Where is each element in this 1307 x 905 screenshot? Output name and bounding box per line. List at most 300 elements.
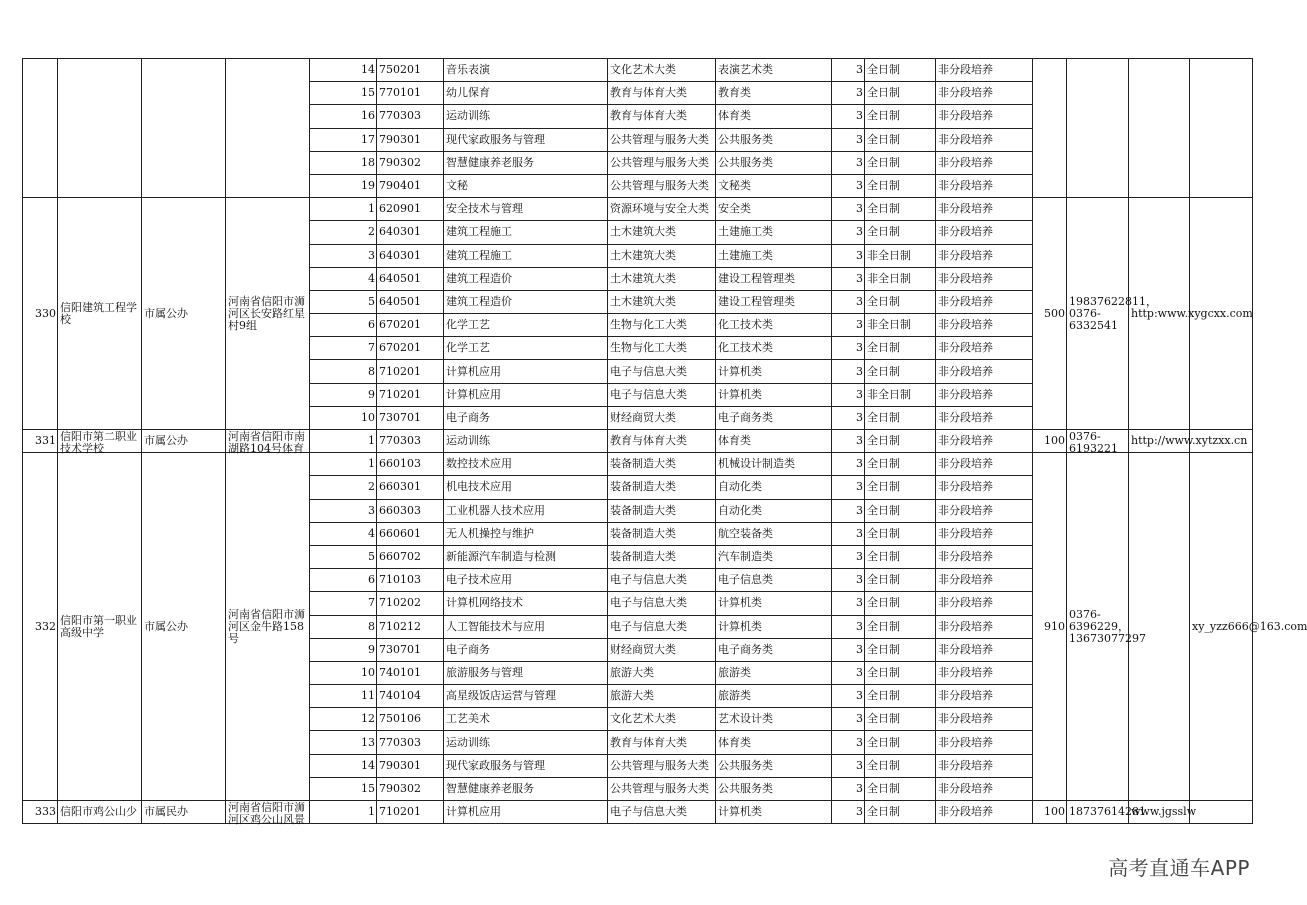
study-years: 3 xyxy=(832,383,865,406)
study-years: 3 xyxy=(832,731,865,754)
major-seq: 9 xyxy=(310,383,377,406)
major-name: 音乐表演 xyxy=(444,59,608,82)
major-category: 公共管理与服务大类 xyxy=(608,777,716,800)
major-subcategory: 体育类 xyxy=(716,430,832,453)
major-category: 文化艺术大类 xyxy=(608,708,716,731)
cell-text: http:www.xygcxx.com xyxy=(1131,306,1253,320)
cell-text: 0376-6193221 xyxy=(1069,430,1118,456)
cell-text: 河南省信阳市浉河区金牛路158号 xyxy=(228,607,305,645)
cell-text: 信阳市第一职业高级中学 xyxy=(60,613,137,639)
school-type xyxy=(142,430,226,453)
training-type: 非分段培养 xyxy=(936,314,1033,337)
enrollment-plan xyxy=(1033,59,1067,198)
major-name: 无人机操控与维护 xyxy=(444,522,608,545)
major-subcategory: 汽车制造类 xyxy=(716,545,832,568)
study-mode: 非全日制 xyxy=(865,267,936,290)
school-type xyxy=(142,801,226,824)
major-seq: 19 xyxy=(310,174,377,197)
major-name: 工艺美术 xyxy=(444,708,608,731)
study-years: 3 xyxy=(832,545,865,568)
major-subcategory: 机械设计制造类 xyxy=(716,453,832,476)
study-years: 3 xyxy=(832,708,865,731)
major-category: 公共管理与服务大类 xyxy=(608,151,716,174)
major-name: 高星级饭店运营与管理 xyxy=(444,685,608,708)
major-name: 运动训练 xyxy=(444,105,608,128)
major-code: 770101 xyxy=(377,82,444,105)
training-type: 非分段培养 xyxy=(936,360,1033,383)
major-code: 710201 xyxy=(377,360,444,383)
school-number: 333 xyxy=(23,801,58,824)
major-name: 旅游服务与管理 xyxy=(444,661,608,684)
cell-text: 市属公办 xyxy=(144,619,188,633)
school-website xyxy=(1129,59,1190,198)
table-row xyxy=(23,59,1253,82)
major-name: 电子商务 xyxy=(444,638,608,661)
major-code: 770303 xyxy=(377,105,444,128)
major-code: 790302 xyxy=(377,777,444,800)
major-seq: 11 xyxy=(310,685,377,708)
major-name: 运动训练 xyxy=(444,731,608,754)
major-seq: 14 xyxy=(310,59,377,82)
major-code: 670201 xyxy=(377,314,444,337)
training-type: 非分段培养 xyxy=(936,777,1033,800)
major-subcategory: 公共服务类 xyxy=(716,128,832,151)
study-years: 3 xyxy=(832,592,865,615)
training-type: 非分段培养 xyxy=(936,801,1033,824)
study-mode: 全日制 xyxy=(865,337,936,360)
major-code: 710201 xyxy=(377,801,444,824)
study-years: 3 xyxy=(832,221,865,244)
study-mode: 全日制 xyxy=(865,708,936,731)
study-mode: 全日制 xyxy=(865,128,936,151)
school-website xyxy=(1129,430,1248,453)
school-address xyxy=(226,198,310,430)
major-seq: 4 xyxy=(310,522,377,545)
study-years: 3 xyxy=(832,151,865,174)
table-body xyxy=(23,59,1307,827)
major-seq: 14 xyxy=(310,754,377,777)
major-code: 670201 xyxy=(377,337,444,360)
major-name: 电子技术应用 xyxy=(444,569,608,592)
study-years: 3 xyxy=(832,198,865,221)
major-name: 建筑工程施工 xyxy=(444,244,608,267)
school-number: 331 xyxy=(23,430,58,453)
training-type: 非分段培养 xyxy=(936,476,1033,499)
major-seq: 5 xyxy=(310,290,377,313)
cell-text: 信阳市鸡公山少 xyxy=(60,805,137,819)
major-name: 计算机应用 xyxy=(444,383,608,406)
training-type: 非分段培养 xyxy=(936,522,1033,545)
training-type: 非分段培养 xyxy=(936,615,1033,638)
major-name: 幼儿保育 xyxy=(444,82,608,105)
major-subcategory: 教育类 xyxy=(716,82,832,105)
major-subcategory: 艺术设计类 xyxy=(716,708,832,731)
major-subcategory: 体育类 xyxy=(716,105,832,128)
major-category: 土木建筑大类 xyxy=(608,244,716,267)
school-address xyxy=(226,59,310,198)
cell-text: 河南省信阳市浉河区鸡公山风景 xyxy=(228,801,305,827)
study-years: 3 xyxy=(832,685,865,708)
major-seq: 10 xyxy=(310,406,377,429)
training-type: 非分段培养 xyxy=(936,545,1033,568)
major-seq: 1 xyxy=(310,453,377,476)
major-code: 640301 xyxy=(377,244,444,267)
major-category: 电子与信息大类 xyxy=(608,615,716,638)
study-years: 3 xyxy=(832,661,865,684)
contact-phone xyxy=(1067,453,1146,801)
training-type: 非分段培养 xyxy=(936,383,1033,406)
cell-text: 信阳市第二职业技术学校 xyxy=(60,430,137,456)
major-seq: 6 xyxy=(310,569,377,592)
study-mode: 全日制 xyxy=(865,360,936,383)
major-subcategory: 化工技术类 xyxy=(716,314,832,337)
major-code: 710212 xyxy=(377,615,444,638)
study-years: 3 xyxy=(832,430,865,453)
major-code: 660702 xyxy=(377,545,444,568)
study-mode: 全日制 xyxy=(865,174,936,197)
study-mode: 全日制 xyxy=(865,221,936,244)
school-email xyxy=(1190,453,1307,801)
cell-text: 0376-6396229，13673077297 xyxy=(1069,607,1146,645)
study-mode: 非全日制 xyxy=(865,314,936,337)
major-code: 750106 xyxy=(377,708,444,731)
enrollment-plan: 100 xyxy=(1033,801,1067,824)
school-name xyxy=(58,453,142,801)
school-number: 330 xyxy=(23,198,58,430)
cell-text: 19837622811，0376-6332541 xyxy=(1069,294,1157,332)
major-category: 旅游大类 xyxy=(608,661,716,684)
training-type: 非分段培养 xyxy=(936,638,1033,661)
major-seq: 16 xyxy=(310,105,377,128)
major-code: 660303 xyxy=(377,499,444,522)
major-name: 计算机网络技术 xyxy=(444,592,608,615)
major-code: 710201 xyxy=(377,383,444,406)
cell-text: 信阳建筑工程学校 xyxy=(60,300,137,326)
study-years: 3 xyxy=(832,476,865,499)
major-name: 文秘 xyxy=(444,174,608,197)
study-years: 3 xyxy=(832,615,865,638)
school-website xyxy=(1129,453,1190,801)
study-mode: 全日制 xyxy=(865,754,936,777)
study-mode: 全日制 xyxy=(865,777,936,800)
major-category: 资源环境与安全大类 xyxy=(608,198,716,221)
study-years: 3 xyxy=(832,59,865,82)
major-name: 人工智能技术与应用 xyxy=(444,615,608,638)
major-name: 化学工艺 xyxy=(444,314,608,337)
major-subcategory: 公共服务类 xyxy=(716,777,832,800)
major-seq: 1 xyxy=(310,198,377,221)
major-seq: 4 xyxy=(310,267,377,290)
major-subcategory: 计算机类 xyxy=(716,383,832,406)
training-type: 非分段培养 xyxy=(936,82,1033,105)
study-years: 3 xyxy=(832,777,865,800)
major-code: 730701 xyxy=(377,406,444,429)
study-mode: 全日制 xyxy=(865,290,936,313)
major-subcategory: 旅游类 xyxy=(716,685,832,708)
major-code: 660103 xyxy=(377,453,444,476)
cell-text: 市属民办 xyxy=(144,805,188,819)
study-mode: 全日制 xyxy=(865,522,936,545)
major-seq: 15 xyxy=(310,777,377,800)
study-years: 3 xyxy=(832,569,865,592)
study-years: 3 xyxy=(832,128,865,151)
major-category: 财经商贸大类 xyxy=(608,406,716,429)
major-category: 电子与信息大类 xyxy=(608,592,716,615)
school-address xyxy=(226,801,310,827)
major-subcategory: 建设工程管理类 xyxy=(716,267,832,290)
major-seq: 3 xyxy=(310,244,377,267)
study-mode: 全日制 xyxy=(865,569,936,592)
contact-phone xyxy=(1067,801,1146,824)
school-name xyxy=(58,198,142,430)
study-mode: 非全日制 xyxy=(865,383,936,406)
contact-phone xyxy=(1067,198,1157,430)
major-subcategory: 文秘类 xyxy=(716,174,832,197)
major-category: 土木建筑大类 xyxy=(608,267,716,290)
major-name: 建筑工程施工 xyxy=(444,221,608,244)
major-seq: 12 xyxy=(310,708,377,731)
major-subcategory: 公共服务类 xyxy=(716,754,832,777)
major-code: 770303 xyxy=(377,430,444,453)
major-name: 数控技术应用 xyxy=(444,453,608,476)
training-type: 非分段培养 xyxy=(936,290,1033,313)
major-code: 660601 xyxy=(377,522,444,545)
study-years: 3 xyxy=(832,337,865,360)
major-subcategory: 计算机类 xyxy=(716,615,832,638)
major-category: 公共管理与服务大类 xyxy=(608,128,716,151)
major-subcategory: 电子商务类 xyxy=(716,638,832,661)
study-years: 3 xyxy=(832,406,865,429)
major-name: 建筑工程造价 xyxy=(444,267,608,290)
major-name: 建筑工程造价 xyxy=(444,290,608,313)
major-name: 现代家政服务与管理 xyxy=(444,754,608,777)
training-type: 非分段培养 xyxy=(936,174,1033,197)
study-mode: 全日制 xyxy=(865,476,936,499)
major-category: 装备制造大类 xyxy=(608,499,716,522)
major-category: 教育与体育大类 xyxy=(608,731,716,754)
study-mode: 全日制 xyxy=(865,59,936,82)
cell-text: 河南省信阳市浉河区长安路红星村9组 xyxy=(228,294,305,332)
major-subcategory: 电子商务类 xyxy=(716,406,832,429)
study-years: 3 xyxy=(832,290,865,313)
major-category: 土木建筑大类 xyxy=(608,221,716,244)
training-type: 非分段培养 xyxy=(936,708,1033,731)
major-category: 旅游大类 xyxy=(608,685,716,708)
major-code: 790301 xyxy=(377,128,444,151)
study-years: 3 xyxy=(832,244,865,267)
training-type: 非分段培养 xyxy=(936,244,1033,267)
school-name xyxy=(58,59,142,198)
table-row xyxy=(23,430,1253,453)
study-years: 3 xyxy=(832,499,865,522)
major-seq: 2 xyxy=(310,221,377,244)
contact-phone xyxy=(1067,430,1129,456)
major-seq: 15 xyxy=(310,82,377,105)
major-category: 公共管理与服务大类 xyxy=(608,754,716,777)
school-website xyxy=(1129,198,1253,430)
major-seq: 2 xyxy=(310,476,377,499)
major-category: 教育与体育大类 xyxy=(608,430,716,453)
training-type: 非分段培养 xyxy=(936,151,1033,174)
major-seq: 3 xyxy=(310,499,377,522)
study-mode: 全日制 xyxy=(865,105,936,128)
major-subcategory: 计算机类 xyxy=(716,592,832,615)
major-subcategory: 自动化类 xyxy=(716,476,832,499)
school-email xyxy=(1190,59,1253,198)
table-row xyxy=(23,801,1253,824)
major-seq: 5 xyxy=(310,545,377,568)
major-seq: 1 xyxy=(310,430,377,453)
major-seq: 7 xyxy=(310,592,377,615)
study-years: 3 xyxy=(832,522,865,545)
major-category: 公共管理与服务大类 xyxy=(608,174,716,197)
major-category: 土木建筑大类 xyxy=(608,290,716,313)
enrollment-plan: 100 xyxy=(1033,430,1067,453)
major-name: 新能源汽车制造与检测 xyxy=(444,545,608,568)
major-subcategory: 计算机类 xyxy=(716,360,832,383)
major-name: 电子商务 xyxy=(444,406,608,429)
school-number: 332 xyxy=(23,453,58,801)
training-type: 非分段培养 xyxy=(936,128,1033,151)
major-category: 装备制造大类 xyxy=(608,453,716,476)
major-seq: 1 xyxy=(310,801,377,824)
major-category: 装备制造大类 xyxy=(608,522,716,545)
major-subcategory: 表演艺术类 xyxy=(716,59,832,82)
study-years: 3 xyxy=(832,638,865,661)
study-mode: 全日制 xyxy=(865,685,936,708)
school-email xyxy=(1190,801,1253,824)
study-years: 3 xyxy=(832,801,865,824)
major-code: 730701 xyxy=(377,638,444,661)
training-type: 非分段培养 xyxy=(936,337,1033,360)
training-type: 非分段培养 xyxy=(936,453,1033,476)
major-name: 计算机应用 xyxy=(444,360,608,383)
training-type: 非分段培养 xyxy=(936,499,1033,522)
major-category: 装备制造大类 xyxy=(608,476,716,499)
major-name: 智慧健康养老服务 xyxy=(444,777,608,800)
major-category: 生物与化工大类 xyxy=(608,314,716,337)
major-subcategory: 旅游类 xyxy=(716,661,832,684)
major-code: 620901 xyxy=(377,198,444,221)
major-seq: 17 xyxy=(310,128,377,151)
major-name: 机电技术应用 xyxy=(444,476,608,499)
major-subcategory: 安全类 xyxy=(716,198,832,221)
training-type: 非分段培养 xyxy=(936,754,1033,777)
school-number xyxy=(23,59,58,198)
enrollment-table xyxy=(22,58,1307,827)
major-subcategory: 建设工程管理类 xyxy=(716,290,832,313)
major-code: 790401 xyxy=(377,174,444,197)
study-mode: 全日制 xyxy=(865,592,936,615)
study-years: 3 xyxy=(832,754,865,777)
table-row xyxy=(23,198,1253,221)
major-subcategory: 土建施工类 xyxy=(716,244,832,267)
study-mode: 全日制 xyxy=(865,545,936,568)
training-type: 非分段培养 xyxy=(936,105,1033,128)
major-code: 640501 xyxy=(377,267,444,290)
major-name: 计算机应用 xyxy=(444,801,608,824)
major-category: 财经商贸大类 xyxy=(608,638,716,661)
major-seq: 8 xyxy=(310,615,377,638)
training-type: 非分段培养 xyxy=(936,198,1033,221)
major-code: 640301 xyxy=(377,221,444,244)
major-code: 710202 xyxy=(377,592,444,615)
major-code: 660301 xyxy=(377,476,444,499)
cell-text: http://www.xytzxx.cn xyxy=(1131,434,1248,448)
study-mode: 全日制 xyxy=(865,198,936,221)
major-code: 640501 xyxy=(377,290,444,313)
school-type xyxy=(142,198,226,430)
major-category: 电子与信息大类 xyxy=(608,360,716,383)
study-years: 3 xyxy=(832,360,865,383)
major-subcategory: 计算机类 xyxy=(716,801,832,824)
study-mode: 全日制 xyxy=(865,82,936,105)
study-mode: 全日制 xyxy=(865,453,936,476)
major-name: 现代家政服务与管理 xyxy=(444,128,608,151)
watermark-text: 高考直通车APP xyxy=(1108,856,1250,880)
major-category: 生物与化工大类 xyxy=(608,337,716,360)
major-subcategory: 电子信息类 xyxy=(716,569,832,592)
major-code: 770303 xyxy=(377,731,444,754)
study-years: 3 xyxy=(832,314,865,337)
major-subcategory: 化工技术类 xyxy=(716,337,832,360)
cell-text: 河南省信阳市南湖路104号体育 xyxy=(228,430,305,456)
major-name: 智慧健康养老服务 xyxy=(444,151,608,174)
training-type: 非分段培养 xyxy=(936,267,1033,290)
training-type: 非分段培养 xyxy=(936,592,1033,615)
major-code: 790302 xyxy=(377,151,444,174)
training-type: 非分段培养 xyxy=(936,569,1033,592)
major-seq: 9 xyxy=(310,638,377,661)
major-code: 740101 xyxy=(377,661,444,684)
major-seq: 7 xyxy=(310,337,377,360)
major-code: 750201 xyxy=(377,59,444,82)
study-years: 3 xyxy=(832,105,865,128)
study-mode: 非全日制 xyxy=(865,244,936,267)
school-type xyxy=(142,59,226,198)
school-name xyxy=(58,801,142,824)
major-category: 电子与信息大类 xyxy=(608,801,716,824)
study-mode: 全日制 xyxy=(865,661,936,684)
cell-text: 市属公办 xyxy=(144,434,188,448)
major-seq: 18 xyxy=(310,151,377,174)
major-name: 工业机器人技术应用 xyxy=(444,499,608,522)
major-category: 电子与信息大类 xyxy=(608,383,716,406)
contact-phone xyxy=(1067,59,1129,198)
table-row xyxy=(23,453,1253,476)
school-website xyxy=(1129,801,1197,824)
study-years: 3 xyxy=(832,82,865,105)
major-category: 教育与体育大类 xyxy=(608,105,716,128)
study-mode: 全日制 xyxy=(865,731,936,754)
training-type: 非分段培养 xyxy=(936,731,1033,754)
study-years: 3 xyxy=(832,174,865,197)
major-code: 740104 xyxy=(377,685,444,708)
training-type: 非分段培养 xyxy=(936,59,1033,82)
major-category: 电子与信息大类 xyxy=(608,569,716,592)
training-type: 非分段培养 xyxy=(936,221,1033,244)
study-mode: 全日制 xyxy=(865,638,936,661)
enrollment-sheet xyxy=(22,58,1307,827)
enrollment-plan: 910 xyxy=(1033,453,1067,801)
major-subcategory: 公共服务类 xyxy=(716,151,832,174)
major-category: 文化艺术大类 xyxy=(608,59,716,82)
cell-text: 18737614281 xyxy=(1069,805,1146,819)
major-code: 710103 xyxy=(377,569,444,592)
major-seq: 6 xyxy=(310,314,377,337)
enrollment-plan: 500 xyxy=(1033,198,1067,430)
study-mode: 全日制 xyxy=(865,615,936,638)
